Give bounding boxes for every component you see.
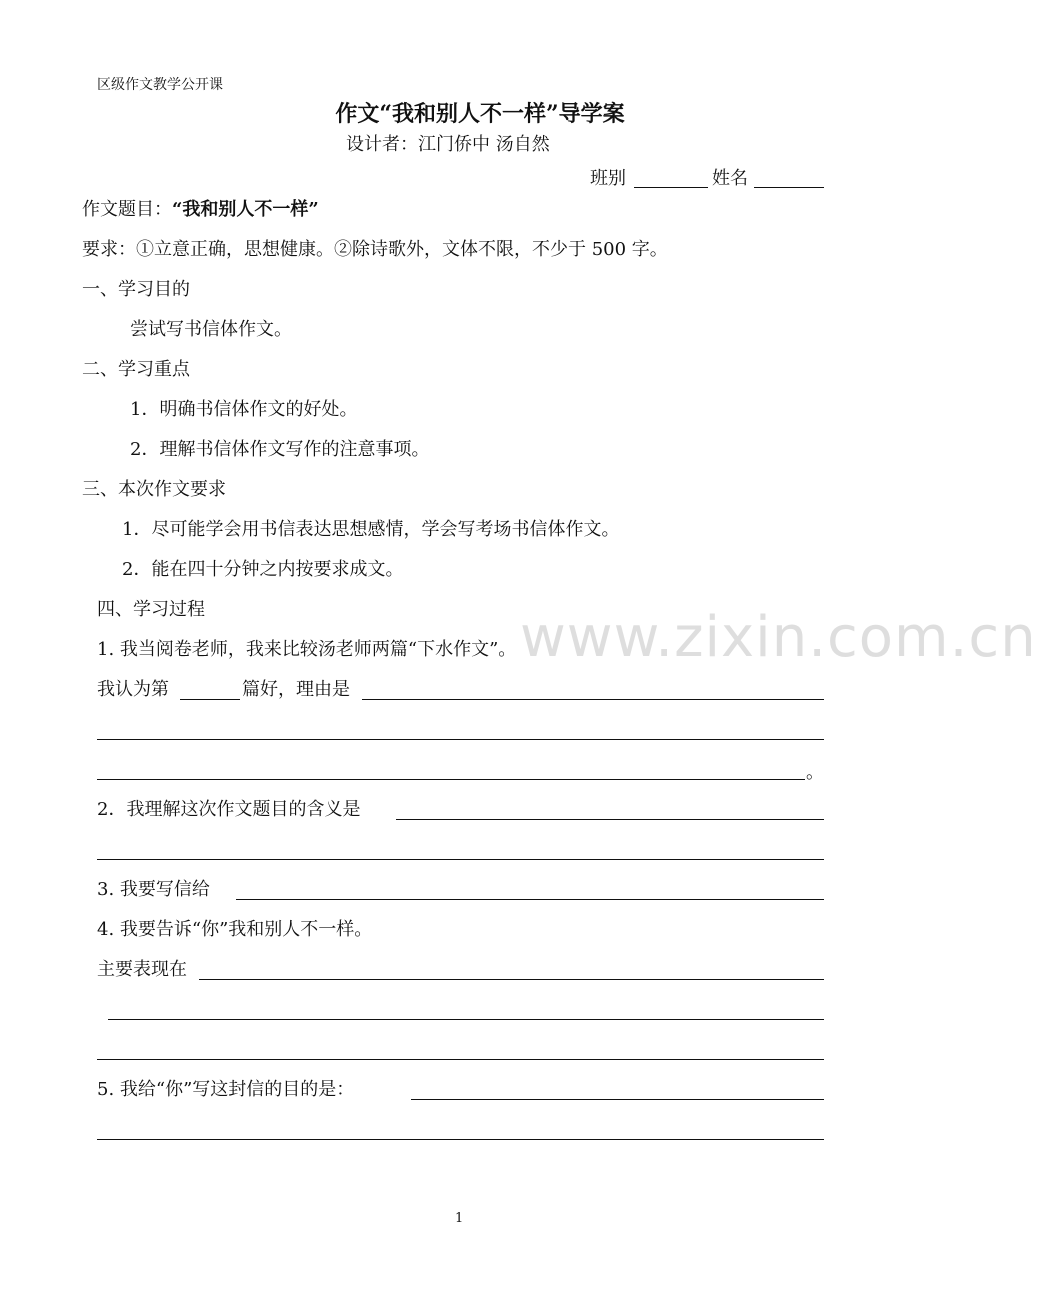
question-5-blank[interactable] — [411, 1099, 824, 1100]
answer-line[interactable] — [97, 1059, 824, 1060]
question-1-prefix: 我认为第 — [97, 679, 169, 700]
page-title: 作文“我和别人不一样”导学案 — [335, 101, 625, 127]
requirements-item-1: 1．尽可能学会用书信表达思想感情，学会写考场书信体作文。 — [122, 519, 620, 540]
answer-line[interactable] — [97, 859, 824, 860]
designer-line: 设计者：江门侨中 汤自然 — [346, 134, 550, 155]
class-label: 班别 — [590, 168, 626, 189]
requirements-heading: 三、本次作文要求 — [82, 479, 226, 500]
question-4: 4. 我要告诉“你”我和别人不一样。 — [97, 919, 373, 940]
question-3: 3. 我要写信给 — [97, 879, 210, 900]
question-1-mid: 篇好，理由是 — [242, 679, 350, 700]
question-1-reason-blank[interactable] — [362, 699, 824, 700]
requirements-item-2: 2．能在四十分钟之内按要求成文。 — [122, 559, 404, 580]
goal-heading: 一、学习目的 — [82, 279, 190, 300]
name-label: 姓名 — [712, 168, 748, 189]
answer-line[interactable] — [97, 739, 824, 740]
question-4-sub: 主要表现在 — [97, 959, 187, 980]
process-heading: 四、学习过程 — [97, 599, 205, 620]
focus-item-2: 2．理解书信体作文写作的注意事项。 — [130, 439, 430, 460]
header-note: 区级作文教学公开课 — [97, 77, 223, 93]
watermark: www.zixin.com.cn — [520, 605, 1037, 670]
goal-item: 尝试写书信体作文。 — [130, 319, 292, 340]
question-1-period: 。 — [806, 762, 824, 783]
focus-heading: 二、学习重点 — [82, 359, 190, 380]
class-blank[interactable] — [634, 187, 708, 188]
question-1: 1. 我当阅卷老师，我来比较汤老师两篇“下水作文”。 — [97, 639, 517, 660]
question-2: 2．我理解这次作文题目的含义是 — [97, 799, 361, 820]
topic-label: 作文题目： — [82, 199, 172, 220]
answer-line[interactable] — [97, 779, 805, 780]
question-2-blank[interactable] — [396, 819, 824, 820]
answer-line[interactable] — [108, 1019, 824, 1020]
name-blank[interactable] — [754, 187, 824, 188]
topic-value: “我和别人不一样” — [172, 199, 319, 220]
question-5: 5. 我给“你”写这封信的目的是： — [97, 1079, 355, 1100]
answer-line[interactable] — [97, 1139, 824, 1140]
question-4-blank[interactable] — [199, 979, 824, 980]
question-1-number-blank[interactable] — [180, 699, 240, 700]
focus-item-1: 1．明确书信体作文的好处。 — [130, 399, 358, 420]
question-3-blank[interactable] — [236, 899, 824, 900]
page-number: 1 — [455, 1211, 464, 1226]
requirement-text: 要求：①立意正确，思想健康。②除诗歌外，文体不限，不少于 500 字。 — [82, 239, 668, 260]
